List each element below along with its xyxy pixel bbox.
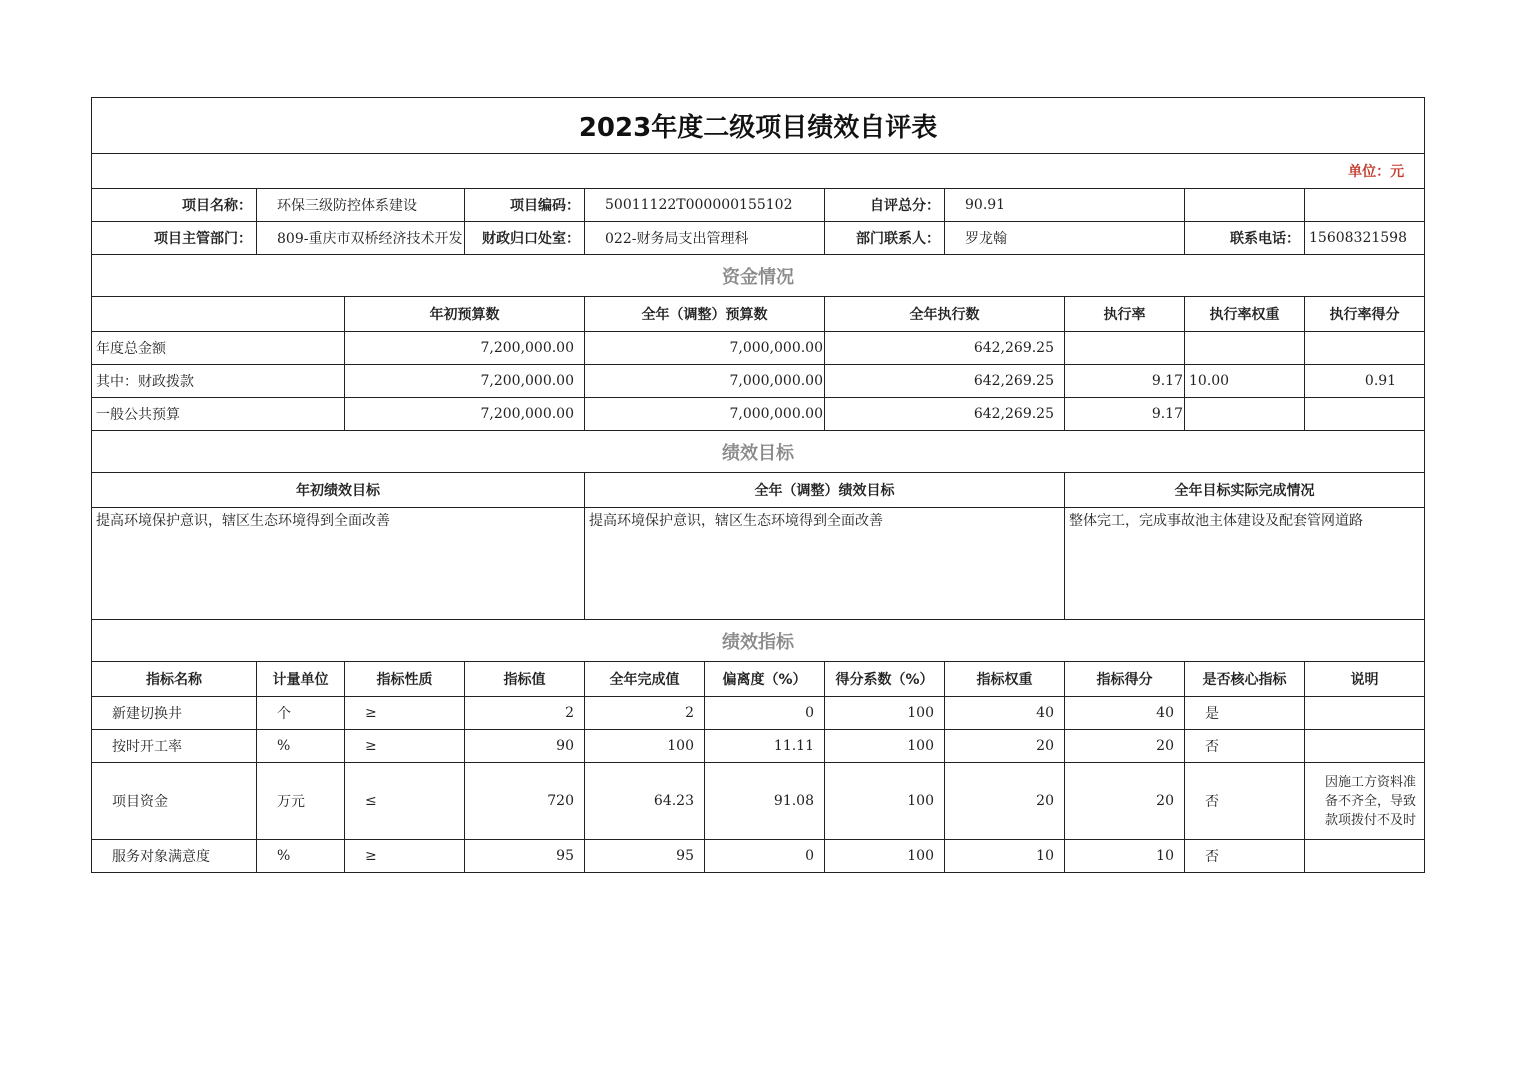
project-code-label: 项目编码： [465,189,585,222]
ind-unit: 个 [257,697,345,730]
goal-actual-text: 整体完工，完成事故池主体建设及配套管网道路 [1065,508,1425,620]
funds-row-weight: 10.00 [1185,365,1305,398]
ind-nature: ≥ [345,697,465,730]
finance-value: 022-财务局支出管理科 [585,222,825,255]
funds-header-rate: 执行率 [1065,297,1185,332]
funds-row-initial: 7,200,000.00 [345,365,585,398]
goal-adjusted-text: 提高环境保护意识，辖区生态环境得到全面改善 [585,508,1065,620]
funds-row-name: 一般公共预算 [92,398,345,431]
ind-dev: 0 [705,697,825,730]
funds-row-weight [1185,332,1305,365]
total-score-label: 自评总分： [825,189,945,222]
contact-label: 部门联系人： [825,222,945,255]
evaluation-table [91,97,1425,873]
project-name-value: 环保三级防控体系建设 [257,189,465,222]
funds-header-initial: 年初预算数 [345,297,585,332]
funds-row-rate [1065,332,1185,365]
unit-label: 单位：元 [92,154,1425,189]
funds-row-score [1305,398,1425,431]
funds-header-score: 执行率得分 [1305,297,1425,332]
ind-weight: 20 [945,763,1065,840]
dept-label: 项目主管部门： [92,222,257,255]
funds-row-initial: 7,200,000.00 [345,398,585,431]
ind-header-score: 指标得分 [1065,662,1185,697]
funds-header-weight: 执行率权重 [1185,297,1305,332]
ind-header-core: 是否核心指标 [1185,662,1305,697]
ind-name: 按时开工率 [92,730,257,763]
info-row-1 [92,189,1425,222]
empty-cell [1185,189,1305,222]
ind-header-target: 指标值 [465,662,585,697]
indicator-row [92,697,1425,730]
ind-coef: 100 [825,763,945,840]
info-row-2 [92,222,1425,255]
goals-section-title: 绩效目标 [92,431,1425,473]
ind-core: 否 [1185,840,1305,873]
ind-target: 90 [465,730,585,763]
goal-initial-text: 提高环境保护意识，辖区生态环境得到全面改善 [92,508,585,620]
funds-section-title: 资金情况 [92,255,1425,297]
funds-row-executed: 642,269.25 [825,332,1065,365]
ind-target: 2 [465,697,585,730]
ind-coef: 100 [825,697,945,730]
goals-header-adjusted: 全年（调整）绩效目标 [585,473,1065,508]
indicator-row [92,840,1425,873]
ind-core: 否 [1185,763,1305,840]
finance-label: 财政归口处室： [465,222,585,255]
ind-done: 2 [585,697,705,730]
ind-name: 服务对象满意度 [92,840,257,873]
funds-row-score [1305,332,1425,365]
ind-dev: 91.08 [705,763,825,840]
funds-row-rate: 9.17 [1065,365,1185,398]
funds-row-weight [1185,398,1305,431]
ind-note [1305,697,1425,730]
funds-row-rate: 9.17 [1065,398,1185,431]
ind-header-name: 指标名称 [92,662,257,697]
funds-row-initial: 7,200,000.00 [345,332,585,365]
funds-row-adjusted: 7,000,000.00 [585,365,825,398]
ind-name: 新建切换井 [92,697,257,730]
page-title: 2023年度二级项目绩效自评表 [92,98,1425,154]
phone-value: 15608321598 [1305,222,1425,255]
goals-header-initial: 年初绩效目标 [92,473,585,508]
ind-unit: % [257,730,345,763]
ind-done: 100 [585,730,705,763]
ind-coef: 100 [825,730,945,763]
funds-header-adjusted: 全年（调整）预算数 [585,297,825,332]
ind-target: 720 [465,763,585,840]
ind-dev: 0 [705,840,825,873]
empty-cell [92,297,345,332]
evaluation-sheet [91,97,1424,873]
ind-header-coef: 得分系数（%） [825,662,945,697]
funds-row-score: 0.91 [1305,365,1425,398]
ind-header-nature: 指标性质 [345,662,465,697]
ind-weight: 10 [945,840,1065,873]
ind-header-unit: 计量单位 [257,662,345,697]
project-code-value: 50011122T000000155102 [585,189,825,222]
ind-coef: 100 [825,840,945,873]
ind-header-done: 全年完成值 [585,662,705,697]
funds-row-name: 其中：财政拨款 [92,365,345,398]
goals-header-row [92,473,1425,508]
ind-target: 95 [465,840,585,873]
funds-row-adjusted: 7,000,000.00 [585,398,825,431]
ind-note [1305,730,1425,763]
funds-row [92,332,1425,365]
ind-note [1305,840,1425,873]
ind-score: 10 [1065,840,1185,873]
ind-name: 项目资金 [92,763,257,840]
ind-unit: % [257,840,345,873]
project-name-label: 项目名称： [92,189,257,222]
ind-header-note: 说明 [1305,662,1425,697]
indicators-section-title: 绩效指标 [92,620,1425,662]
ind-done: 64.23 [585,763,705,840]
ind-weight: 40 [945,697,1065,730]
ind-dev: 11.11 [705,730,825,763]
ind-core: 是 [1185,697,1305,730]
ind-nature: ≥ [345,840,465,873]
funds-row [92,365,1425,398]
funds-row-adjusted: 7,000,000.00 [585,332,825,365]
ind-score: 20 [1065,730,1185,763]
ind-nature: ≤ [345,763,465,840]
ind-unit: 万元 [257,763,345,840]
ind-core: 否 [1185,730,1305,763]
total-score-value: 90.91 [945,189,1185,222]
ind-header-weight: 指标权重 [945,662,1065,697]
ind-header-dev: 偏离度（%） [705,662,825,697]
goals-row [92,508,1425,620]
funds-row-executed: 642,269.25 [825,365,1065,398]
empty-cell [1305,189,1425,222]
indicators-header-row [92,662,1425,697]
funds-header-row [92,297,1425,332]
contact-value: 罗龙翰 [945,222,1185,255]
ind-score: 20 [1065,763,1185,840]
ind-done: 95 [585,840,705,873]
ind-weight: 20 [945,730,1065,763]
funds-header-executed: 全年执行数 [825,297,1065,332]
ind-score: 40 [1065,697,1185,730]
ind-note: 因施工方资料准备不齐全，导致款项拨付不及时 [1305,763,1425,840]
funds-row-executed: 642,269.25 [825,398,1065,431]
indicator-row [92,763,1425,840]
dept-value: 809-重庆市双桥经济技术开发 [257,222,465,255]
funds-row-name: 年度总金额 [92,332,345,365]
ind-nature: ≥ [345,730,465,763]
indicator-row [92,730,1425,763]
funds-row [92,398,1425,431]
goals-header-actual: 全年目标实际完成情况 [1065,473,1425,508]
phone-label: 联系电话： [1185,222,1305,255]
